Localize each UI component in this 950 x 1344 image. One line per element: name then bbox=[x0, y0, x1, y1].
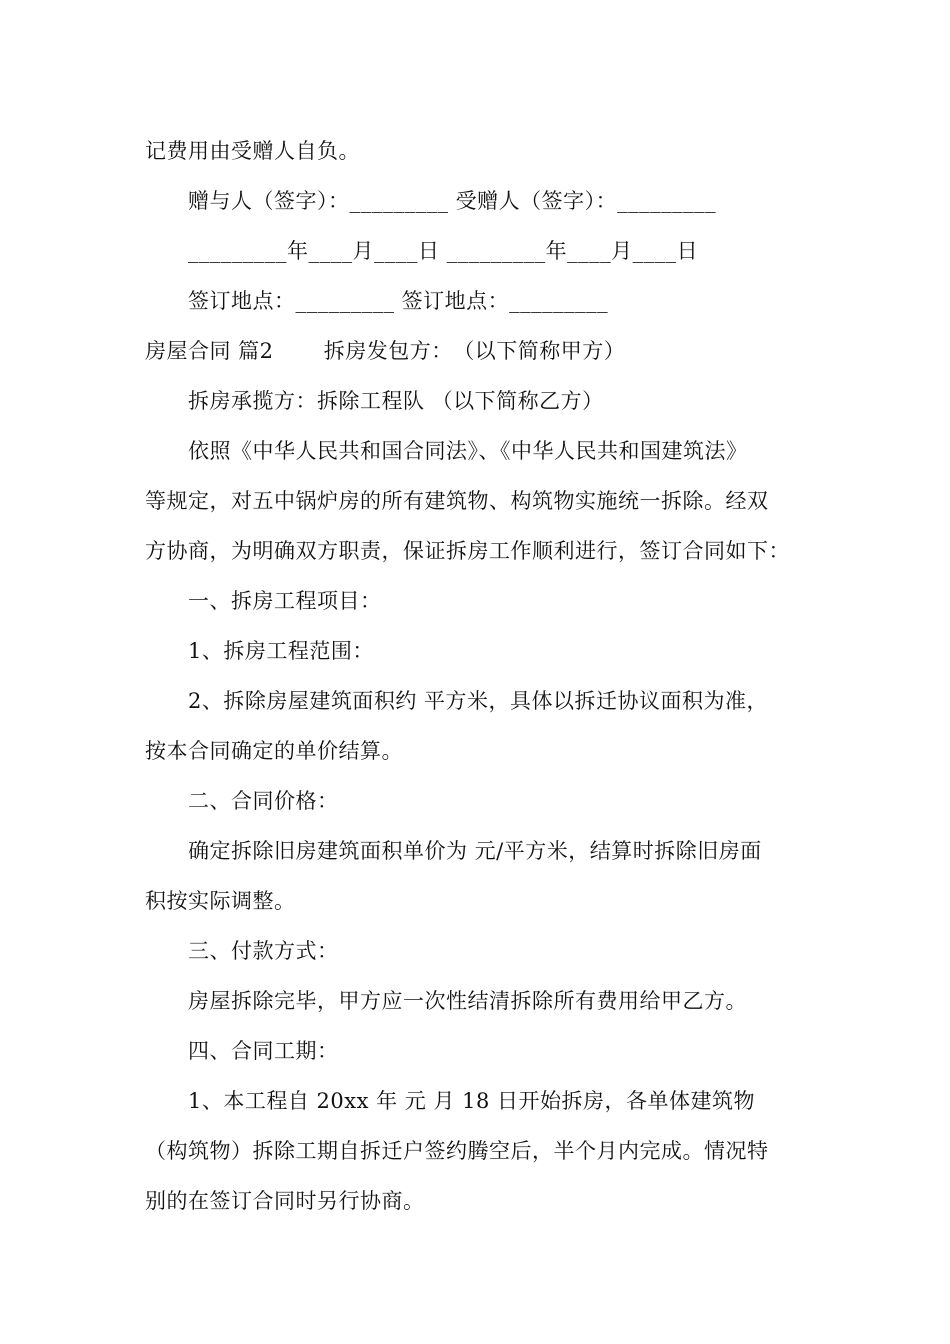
text-line: 按本合同确定的单价结算。 bbox=[145, 739, 403, 763]
date-line: _________年____月____日 _________年____月____日 bbox=[188, 239, 699, 263]
text-line: 记费用由受赠人自负。 bbox=[145, 139, 360, 163]
text-line: 积按实际调整。 bbox=[145, 889, 296, 913]
clause-heading: 三、付款方式： bbox=[188, 939, 339, 963]
text-line: 等规定，对五中锅炉房的所有建筑物、构筑物实施统一拆除。经双 bbox=[145, 489, 769, 513]
text-line: 确定拆除旧房建筑面积单价为 元/平方米，结算时拆除旧房面 bbox=[188, 839, 762, 863]
text-line: 别的在签订合同时另行协商。 bbox=[145, 1189, 425, 1213]
text-line: （构筑物）拆除工期自拆迁户签约腾空后，半个月内完成。情况特 bbox=[145, 1139, 769, 1163]
clause-heading: 一、拆房工程项目： bbox=[188, 589, 382, 613]
text-line: 依照《中华人民共和国合同法》、《中华人民共和国建筑法》 bbox=[188, 439, 748, 463]
text-line: 1、拆房工程范围： bbox=[188, 639, 374, 663]
text-line: 方协商，为明确双方职责，保证拆房工作顺利进行，签订合同如下： bbox=[145, 539, 790, 563]
signing-place-line: 签订地点：_________ 签订地点：_________ bbox=[188, 289, 609, 313]
signature-line: 赠与人（签字）：_________ 受赠人（签字）：_________ bbox=[188, 189, 717, 213]
text-line: 拆房承揽方：拆除工程队 （以下简称乙方） bbox=[188, 389, 604, 413]
text-line: 房屋拆除完毕，甲方应一次性结清拆除所有费用给甲乙方。 bbox=[188, 989, 747, 1013]
clause-heading: 二、合同价格： bbox=[188, 789, 339, 813]
text-line: 2、拆除房屋建筑面积约 平方米，具体以拆迁协议面积为准， bbox=[188, 689, 769, 713]
clause-heading: 四、合同工期： bbox=[188, 1039, 339, 1063]
section-heading: 房屋合同 篇2 拆房发包方： （以下简称甲方） bbox=[145, 339, 626, 363]
text-line: 1、本工程自 20xx 年 元 月 18 日开始拆房，各单体建筑物 bbox=[188, 1089, 756, 1113]
